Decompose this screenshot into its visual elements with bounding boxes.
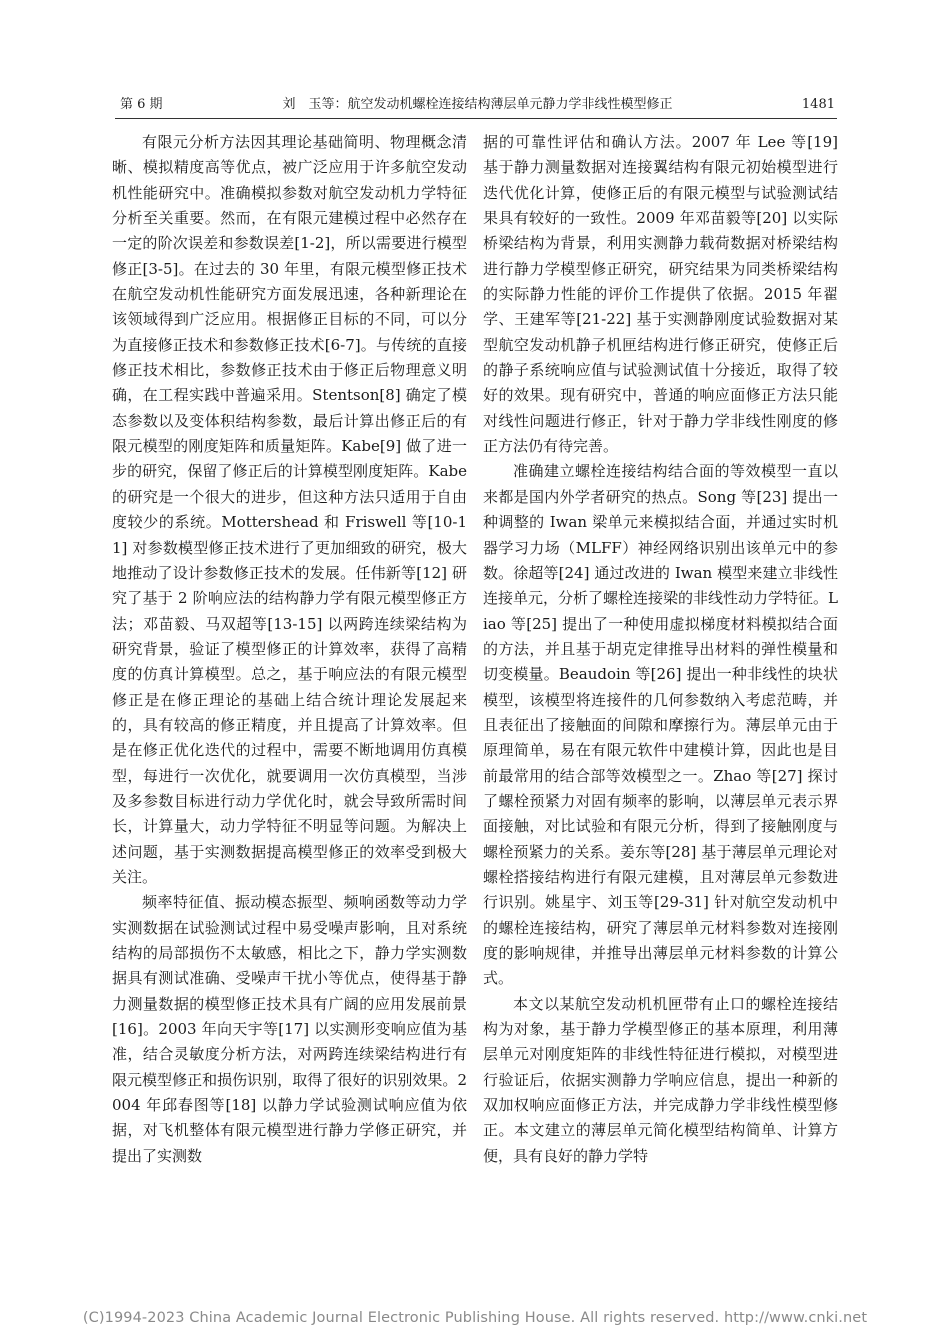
page-number: 1481	[801, 97, 835, 112]
paragraph-this-paper: 本文以某航空发动机机匣带有止口的螺栓连接结构为对象，基于静力学模型修正的基本原理，利用薄层单元对刚度矩阵的非线性特征进行模拟，对模型进行验证后，依据实测静力学响应信息，提出一种新的双加权响应面修正方法，并完成静力学非线性模型修正。本文建立的薄层单元简化模型结构简单、计算方便，具有良好的静力学特	[483, 994, 838, 1165]
paragraph-bolted-joint-models: 准确建立螺栓连接结构结合面的等效模型一直以来都是国内外学者研究的热点。Song 等[23] 提出一种调整的 Iwan 梁单元来模拟结合面，并通过实时机器学习力场（MLFF）神经网络识别出该单元中的参数。徐超等[24] 通过改进的 Iwan 模型来建立非线性连接单元，分析了螺栓连接梁的非线性动力学特征。Liao 等[25] 提出了一种使用虚拟梯度材料模拟结合面的方法，并且基于胡克定律推导出材料的弹性模量和切变模量。Beaudoin 等[26] 提出一种非线性的块状模型，该模型将连接件的几何参数纳入考虑范畴，并且表征出了接触面的间隙和摩擦行为。薄层单元由于原理简单，易在有限元软件中建模计算，因此也是目前最常用的结合部等效模型之一。Zhao 等[27] 探讨了螺栓预紧力对固有频率的影响，以薄层单元表示界面接触，对比试验和有限元分析，得到了接触刚度与螺栓预紧力的关系。姜东等[28] 基于薄层单元理论对螺栓搭接结构进行有限元建模，且对薄层单元参数进行识别。姚星宇、刘玉等[29-31] 针对航空发动机中的螺栓连接结构，研究了薄层单元材料参数对连接刚度的影响规律，并推导出薄层单元材料参数的计算公式。	[483, 462, 838, 988]
right-column	[483, 130, 838, 1169]
running-header	[120, 95, 835, 117]
paragraph-intro: 有限元分析方法因其理论基础简明、物理概念清晰、模拟精度高等优点，被广泛应用于许多航空发动机性能研究中。准确模拟参数对航空发动机力学特征分析至关重要。然而，在有限元建模过程中必然存在一定的阶次误差和参数误差[1-2]，所以需要进行模型修正[3-5]。在过去的 30 年里，有限元模型修正技术在航空发动机性能研究方面发展迅速，各种新理论在该领域得到广泛应用。根据修正目标的不同，可以分为直接修正技术和参数修正技术[6-7]。与传统的直接修正技术相比，参数修正技术由于修正后物理意义明确，在工程实践中普遍采用。Stentson[8] 确定了模态参数以及变体积结构参数，最后计算出修正后的有限元模型的刚度矩阵和质量矩阵。Kabe[9] 做了进一步的研究，保留了修正后的计算模型刚度矩阵。Kabe 的研究是一个很大的进步，但这种方法只适用于自由度较少的系统。Mottershead 和 Friswell 等[10-11] 对参数模型修正技术进行了更加细致的研究，极大地推动了设计参数修正技术的发展。任伟新等[12] 研究了基于 2 阶响应法的结构静力学有限元模型修正方法；邓苗毅、马双超等[13-15] 以两跨连续梁结构为研究背景，验证了模型修正的计算效率，获得了高精度的仿真计算模型。总之，基于响应法的有限元模型修正是在修正理论的基础上结合统计理论发展起来的，具有较高的修正精度，并且提高了计算效率。但是在修正优化迭代的过程中，需要不断地调用仿真模型，每进行一次优化，就要调用一次仿真模型，当涉及多参数目标进行动力学优化时，就会导致所需时间长，计算量大，动力学特征不明显等问题。为解决上述问题，基于实测数据提高模型修正的效率受到极大关注。	[112, 133, 467, 886]
issue-number: 第 6 期	[120, 97, 163, 112]
paragraph-static-data-continued: 据的可靠性评估和确认方法。2007 年 Lee 等[19] 基于静力测量数据对连接翼结构有限元初始模型进行迭代优化计算，使修正后的有限元模型与试验测试结果具有较好的一致性。2009 年邓苗毅等[20] 以实际桥梁结构为背景，利用实测静力载荷数据对桥梁结构进行静力学模型修正研究，研究结果为同类桥梁结构的实际静力性能的评价工作提供了依据。2015 年翟学、王建军等[21-22] 基于实测静刚度试验数据对某型航空发动机静子机匣结构进行修正研究，使修正后的静子系统响应值与试验测试值十分接近，取得了较好的效果。现有研究中，普通的响应面修正方法只能对线性问题进行修正，针对于静力学非线性刚度的修正方法仍有待完善。	[483, 133, 838, 456]
copyright-footer: (C)1994-2023 China Academic Journal Electronic Publishing House. All rights reserved. http://www.cnki.net	[82, 1310, 868, 1326]
paragraph-static-data: 频率特征值、振动模态振型、频响函数等动力学实测数据在试验测试过程中易受噪声影响，且对系统结构的局部损伤不太敏感，相比之下，静力学实测数据具有测试准确、受噪声干扰小等优点，使得基于静力测量数据的模型修正技术具有广阔的应用发展前景[16]。2003 年向天宇等[17] 以实测形变响应值为基准，结合灵敏度分析方法，对两跨连续梁结构进行有限元模型修正和损伤识别，取得了很好的识别效果。2004 年邱春图等[18] 以静力学试验测试响应值为依据，对飞机整体有限元模型进行静力学修正研究，并提出了实测数	[112, 893, 467, 1165]
left-column	[112, 130, 467, 1169]
header-rule	[115, 118, 837, 119]
running-title: 刘 玉等：航空发动机螺栓连接结构薄层单元静力学非线性模型修正	[282, 97, 673, 112]
